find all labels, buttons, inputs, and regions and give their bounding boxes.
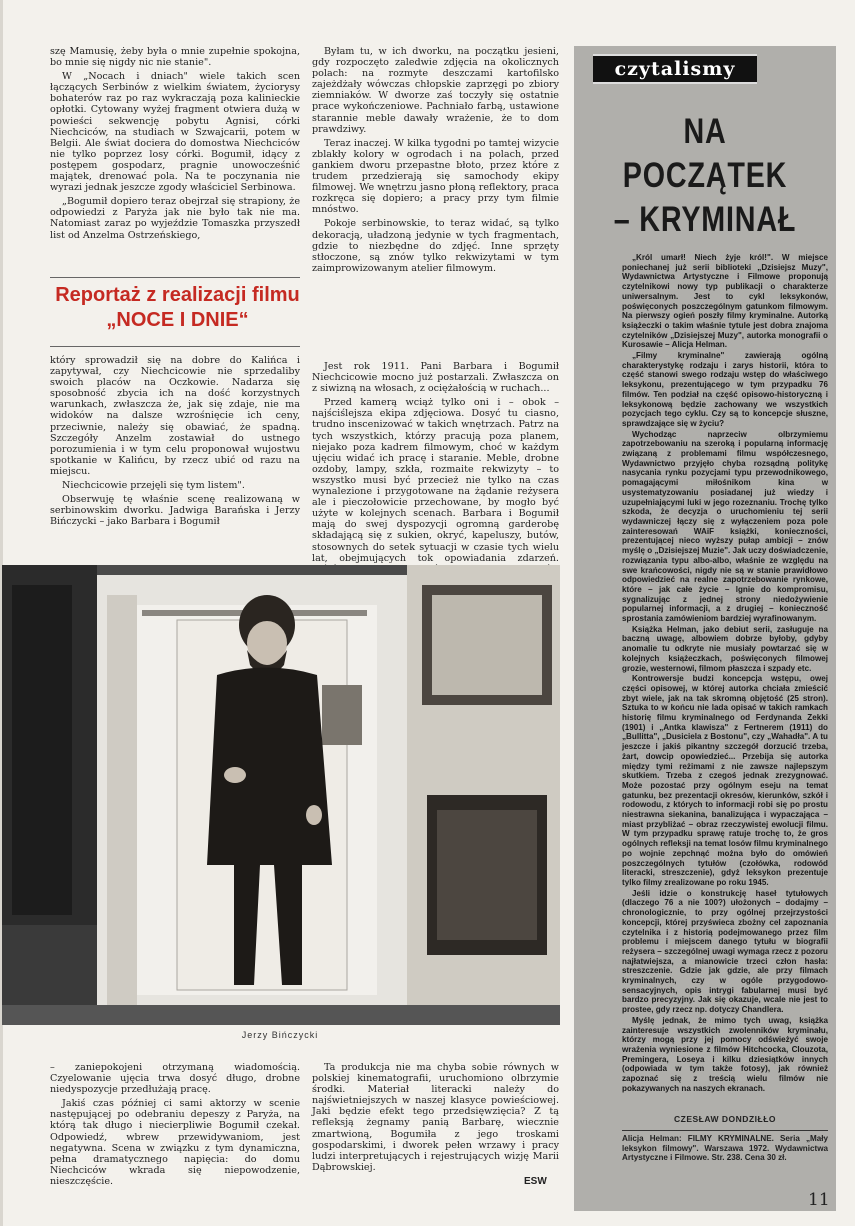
review-author: CZESŁAW DONDZIŁŁO [674, 1114, 776, 1124]
article-column-1-middle [50, 355, 300, 530]
review-paragraph: Myślę jednak, że mimo tych uwag, książka zainteresuje wszystkich zwolenników kryminału, którzy mogą przy jej pomocy odświeżyć swoje wrażenia wyniesione z filmów Hitchcocka, Clouzota, Premingera, Loseya i kilku dziesiątków innych (odpowiada w tym także fotosy), jak również zapoznać się z treścią wielu filmów nie pokazywanych na naszych ekranach. [622, 1015, 828, 1093]
paragraph: Ta produkcja nie ma chyba sobie równych w polskiej kinematografii, uruchomiono olbrzymie środki. Materiał literacki należy do najświetniejszych w naszej klasyce powieściowej. Jaki będzie efekt tego przedsięwzięcia? Z tą refleksją żegnamy panią Barbarę, wiecznie zmartwioną, Bogumiła z jego troskami gospodarskimi, i dworek pełen wrzawy i pracy ludzi interpretujących i rejestrujących wizję Marii Dąbrowskiej. [312, 1062, 559, 1173]
review-paragraph: Jeśli idzie o konstrukcję haseł tytułowych (dlaczego 76 a nie 100?) ułożonych – dodajmy – chronologicznie, to przy ogólnej przejrzystości koncepcji, której przyświeca zbożny cel zapoznania czytelnika i z historią podejmowanego przez film problemu i miejscem danego tytułu w biografii reżysera – szczególnej uwagi wymaga rzecz z pozoru najłatwiejsza, a mianowicie trzeci człon hasła: streszczenie. Gdzie jak gdzie, ale przy filmach kryminalnych, czy w ogóle przygodowo-sensacyjnych, opis intrygi fabularnej musi być bardzo precyzyjny. Jak się okazuje, wcale nie jest to prostee, gdy rzecz np. dotyczy Chandlera. [622, 888, 828, 1015]
sidebar-title [598, 110, 813, 242]
paragraph: W „Nocach i dniach" wiele takich scen łączących Serbinów z wielkim światem, życiorysy bohaterów raz po raz wykraczają poza kalinieckie opłotki. Cytowany wyżej fragment otwiera dużą w powieści sekwencję pobytu Agnisi, córki Niechciców, na studiach w Szwajcarii, potem w Belgii. Ale świat dociera do domostwa Niechciców nie tylko poprzez losy córki. Bogumił, idący z postępem gospodarz, pragnie unowocześnić majątek, drenować pola. Na te poczynania nie wyrazi jednak jeszcze zgody właściciel Serbinowa. [50, 71, 300, 194]
article-column-2-top [312, 46, 559, 277]
article-headline: Reportaż z realizacji filmu „NOCE I DNIE“ [55, 284, 300, 331]
review-text [622, 253, 828, 1094]
paragraph: Jest rok 1911. Pani Barbara i Bogumił Niechcicowie mocno już postarzali. Zwłaszcza on z siwizną na włosach, z ociężałością w ruchach... [312, 361, 559, 395]
section-logo: czytalismy [593, 54, 757, 84]
paragraph: Pokoje serbinowskie, to teraz widać, są tylko dekoracją, uładzoną jedynie w tych fragmentach, gdzie to niezbędne do zdjęć. Inne sprzęty stłoczone, są znów tylko rekwizytami w tym zaimprowizowanym atelier filmowym. [312, 218, 559, 274]
review-paragraph: Książka Helman, jako debiut serii, zasługuje na baczną uwagę, albowiem dobrze byłoby, gdyby anomalie tu odkryte nie musiały powtarzać się w kolejnych książeczkach, poświęconych filmowej grozie, westernowi, filmom płaszcza i szpady etc. [622, 624, 828, 673]
paragraph: Jakiś czas później ci sami aktorzy w scenie następującej po odebraniu depeszy z Paryża, na którą tak długo i niecierpliwie Bogumił czekał. Odpowiedź, wbrew przewidywaniom, jest negatywna. Scena w związku z tym dynamiczna, pełna dramatycznego napięcia: do domu Niechciców wkrada się niepowodzenie, nieszczęście. [50, 1098, 300, 1187]
photo-caption: Jerzy Bińczycki [241, 1030, 319, 1040]
bibliography-rule [622, 1130, 828, 1131]
photo-illustration [2, 565, 560, 1025]
review-paragraph: Kontrowersje budzi koncepcja wstępu, owej części opisowej, w której autorka chciała zmieścić zbyt wiele, jak na tak skromną objętość (25 stron). Sztuka to w końcu nie lada opisać w takich ramkach historię filmu kryminalnego od Ferdynanda Zekki (1901) i „Antka klawisza" z Fertnerem (1911) do „Bullitta", „Dusiciela z Bostonu", czy „Wahadła". A tu jeszcze i jakiś pikantny szczegół dorzucić trzeba, żart, dowcip opowiedzieć... Przebija się autorka między tymi reżimami z nie zawsze najlepszym skutkiem. Trzeba z czegoś jednak zrezygnować. Może pozostać przy ogólnym eseju na temat gatunku, bez prezentacji okresów, kierunków, szkół i rodowodu, z których to informacji robi się po prostu niestrawna siekanina, banalizująca i wypaczająca – miast przybliżać – obraz rzeczywistej ewolucji filmu. W tym przypadku sprawę ratuje trochę to, że gros ogólnych refleksji na temat losów filmu kryminalnego po wojnie zepchnąć można było do omówień poszczególnych tytułów (czołówka, rodowód literacki, streszczenie), gdyż leksykon prezentuje tylko filmy zrealizowane po roku 1945. [622, 674, 828, 887]
paragraph: który sprowadził się na dobre do Kalińca i zapytywał, czy Niechcicowie nie sprzedaliby swoich placów na Oczkowie. Nadarza się sposobność zbycia ich na dość korzystnych warunkach, zwłaszcza że, jak się zdaje, nie ma widoków na dalsze wzrośnięcie ich ceny, przeciwnie, należy się obawiać, że spadną. Szczegóły Anzelm zostawiał do ustnego porozumienia i w tym celu proponował wujostwu spotkanie w Kalińcu, by rzecz ubić od razu na miejscu. [50, 355, 300, 477]
paragraph: szę Mamusię, żeby była o mnie zupełnie spokojna, bo mnie się nigdy nic nie stanie". [50, 46, 300, 69]
headline-rule-top [50, 277, 300, 278]
paragraph: Niechcicowie przejęli się tym listem". [62, 480, 245, 492]
article-column-1-top [50, 46, 300, 244]
film-still-photo [2, 565, 560, 1025]
review-paragraph: „Król umarł! Niech żyje król!". W miejsce poniechanej już serii biblioteki „Dzisiejsz Muzy", Wydawnictwa Artystyczne i Filmowe proponują czytelnikowi nowy typ publikacji o charakterze uniwersalnym. Jest to cykl leksykonów, poświęconych poszczególnym gatunkom filmowym. Na pierwszy ogień poszły filmy kryminalne. Autorką książeczki o takim właśnie tytule jest dobra znajoma czytelników „Dzisiejszej Muzy", autorka monografii o Kurosawie – Alicja Helman. [622, 253, 828, 350]
paragraph: Obserwuję tę właśnie scenę realizowaną w serbinowskim dworku. Jadwiga Barańska i Jerzy Bińczycki – jako Barbara i Bogumił [50, 494, 300, 528]
sidebar-title-line-1: NA POCZĄTEK [622, 112, 788, 195]
paragraph: – zaniepokojeni otrzymaną wiadomością. Czyelowanie ujęcia trwa dosyć długo, drobne niedyspozycje przedłużają pracę. [50, 1062, 300, 1096]
headline-rule-bottom [50, 346, 300, 347]
review-paragraph: Wychodząc naprzeciw olbrzymiemu zapotrzebowaniu na szeroką i popularną informację związaną z problemami filmu współczesnego, Wydawnictwo przyjęło chyba rozsądną politykę nasycania rynku pozycjami typu przewodnikowego, pomagającymi miłośnikom kina w usystematyzowaniu posiadanej już wiedzy i uzupełniającymi luki w jego rozeznaniu. Trochę tylko szkoda, że decyzja o uruchomieniu tej serii wydawniczej łączy się z wyłączeniem poza pole zainteresowań WAiF książki, konieczności, prezentującej nieco wyższy pułap ambicji – znów myślę o „Dzisiejszej Muzie". Jak uczy doświadczenie, rozwiązania typu albo-albo, właśnie ze względu na swe krańcowości, nigdy nie są w stanie prawidłowo odpowiedzieć na realne zapotrzebowanie rynkowe, które – jak całe życie – lgnie do kompromisu, sygnalizując z jednej strony niedożywienie popularnej informacji, a z drugiej – konieczność sprostania zamówieniom bardziej wyrafinowanym. [622, 429, 828, 624]
bibliography: Alicja Helman: FILMY KRYMINALNE. Seria „Mały leksykon filmowy". Warszawa 1972. Wydawnictwa Artystyczne i Filmowe. Str. 238. Cena 30 zł. [622, 1134, 828, 1163]
article-column-1-bottom [50, 1062, 300, 1190]
page-number: 11 [808, 1190, 830, 1210]
article-column-2-middle [312, 361, 559, 589]
paragraph: Byłam tu, w ich dworku, na początku jesieni, gdy rozpoczęto zaledwie zdjęcia na okolicznych polach: na rozmyte deszczami kartofilsko zajeżdżały wówczas chłopskie zaprzęgi po zbiory ziemniaków. W dworze zaś toczyły się ostatnie prace wykończeniowe. Pachniało farbą, ustawione starannie meble dawały wrażenie, że to dom prawdziwy. [312, 46, 559, 135]
paragraph: „Bogumił dopiero teraz obejrzał się strapiony, że odpowiedzi z Paryża jak nie było tak nie ma. Natomiast zaraz po wyjeździe Tomaszka przyszedł list od Anzelma Ostrzeńskiego, [50, 196, 300, 241]
article-signature: ESW [524, 1176, 547, 1187]
paragraph: Przed kamerą wciąż tylko oni i – obok – najściślejsza ekipa zdjęciowa. Dosyć tu ciasno, trudno inscenizować w takich wnętrzach. Patrz na tych wszystkich, którzy pracują poza planem, niejako poza kadrem filmowym, choć w każdym ujęciu widać ich pracę i staranie. Meble, drobne ozdoby, lampy, szkła, rozmaite rekwizyty – to wszystko musi być przecież nie tylko na czas wynalezione i przygotowane na żądanie reżysera ale i pieczołowicie przechowane, by mogło być użyte w kolejnych scenach. Barbara i Bogumił mają do swej dyspozycji ogromną garderobę składającą się z sukien, okryć, kapeluszy, butów, stosownych do setek sytuacji w czasie tych wielu lat, obejmujących tok opowiadania zdarzeń. [312, 397, 559, 564]
review-sidebar [574, 46, 836, 1211]
sidebar-title-line-2: – KRYMINAŁ [613, 200, 797, 239]
article-column-2-bottom [312, 1062, 559, 1176]
review-paragraph: „Filmy kryminalne" zawierają ogólną charakterystykę rodzaju i zarys historii, która to część stanowi swego rodzaju wstęp do właściwego leksykonu, prezentującego w tym przypadku 76 filmów. Ten podział na część opisowo-historyczną i leksykonową będzie zachowany we wszystkich pozycjach tego cyklu. Czy są to koncepcje słuszne, sprawdzające się w życiu? [622, 351, 828, 428]
paragraph: Teraz inaczej. W kilka tygodni po tamtej wizycie zblakły kolory w ogrodach i na polach, przed gankiem dworu przepastne błoto, przez które z trudem przedzierają się samochody ekipy filmowej. We wnętrzu jasno płoną reflektory, praca rozkręca się dopiero; a pracy przy tym filmie mnóstwo. [312, 137, 559, 216]
